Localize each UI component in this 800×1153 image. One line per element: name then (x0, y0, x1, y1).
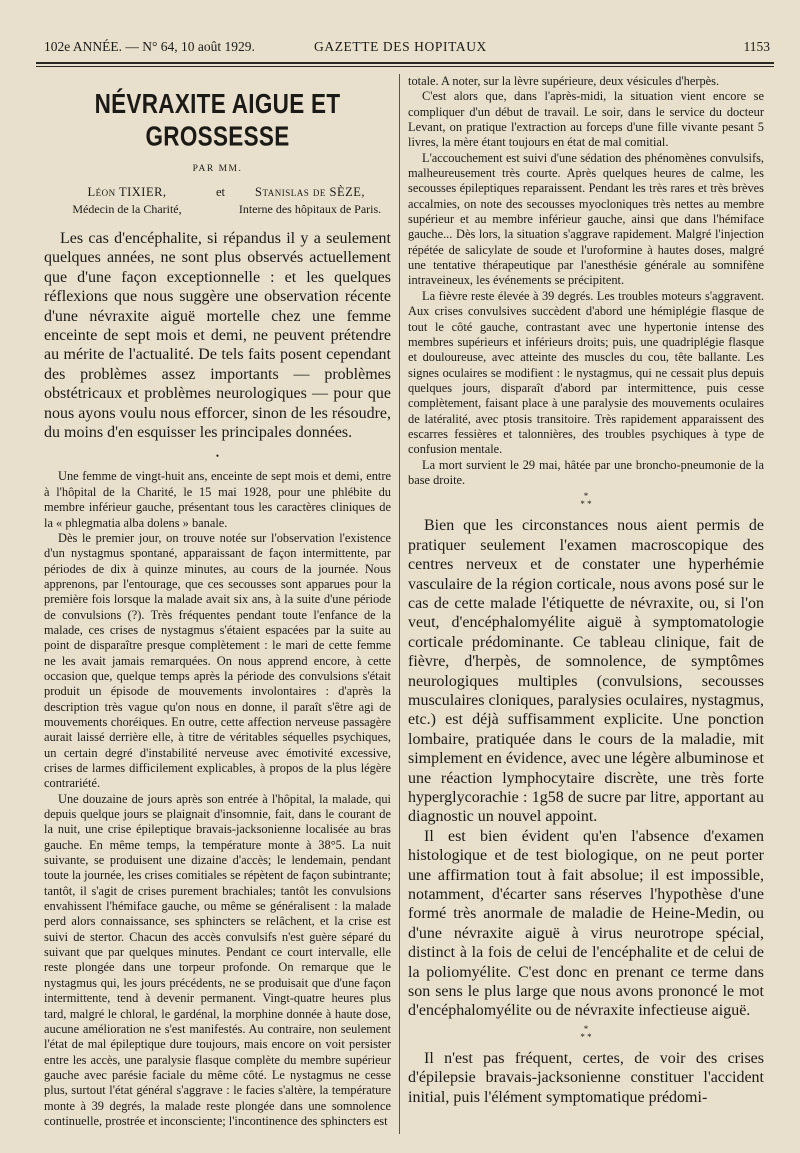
section-separator: * * * (580, 1023, 592, 1042)
discussion-paragraph: Il n'est pas fréquent, certes, de voir des crises d'épilepsie bravais-jacksonienne constituer l'accident initial, puis l'élément symptomatique prédomi- (408, 1049, 764, 1106)
journal-title: GAZETTE DES HOPITAUX (314, 39, 487, 54)
header-rule-thin (36, 66, 774, 67)
author-affiliation: Médecin de la Charité, (72, 202, 182, 216)
case-paragraph: La mort survient le 29 mai, hâtée par une broncho-pneumonie de la base droite. (408, 457, 764, 487)
intro-paragraph: Les cas d'encéphalite, si répandus il y a seulement quelques années, ne sont plus observés actuellement que d'une façon exceptionnelle : et les quelques réflexions que nous suggère une observation récente d'une névraxite aiguë mortelle chez une femme enceinte de sept mois et demi, ne peuvent prétendre au mérite de l'actualité. De tels faits posent cependant des problèmes assez importants — problèmes obstétricaux et problèmes neurologiques — pour que nous ayons voulu nous efforcer, sinon de les résoudre, du moins d'en esquisser les principales données. (44, 230, 391, 442)
ornament: • (215, 451, 220, 462)
discussion-paragraph: Bien que les circonstances nous aient permis de pratiquer seulement l'examen macroscopique des centres nerveux et de constater une hyperhémie vasculaire de la région corticale, nous avons posé sur le cas de cette malade l'étiquette de névraxite, ou, si l'on veut, d'encéphalomyélite aiguë à symptomatologie corticale prédominante. Ce tableau clinique, fait de fièvre, d'herpès, de somnolence, de symptômes neurologiques multiples (convulsions, secousses musculaires cloniques, paralysies oculaires, nystagmus, etc.) est déjà suffisamment explicite. Une ponction lombaire, pratiquée dans le cours de la maladie, mit simplement en évidence, avec une légère albuminose et une réaction lymphocytaire discrète, une très forte hyperglycorachie : 1g58 de sucre par litre, apportant au diagnostic un nouvel appoint. (408, 517, 764, 826)
author-name: Léon TIXIER, (87, 185, 167, 199)
article-title: NÉVRAXITE AIGUE ET GROSSESSE (94, 88, 341, 152)
column-divider (399, 74, 400, 1134)
case-paragraph: C'est alors que, dans l'après-midi, la situation vient encore se compliquer d'un début de travail. Le soir, dans le service du docteur Levant, on pratique l'extraction au forceps d'une fille vivante pesant 5 livres, la mère étant toujours en état de mal comitial. (408, 89, 764, 150)
author-conjunction: et (216, 185, 226, 199)
author-name: Stanislas de SÈZE, (255, 185, 365, 199)
issue-info: 102e ANNÉE. — N° 64, 10 août 1929. (44, 39, 255, 54)
case-paragraph: L'accouchement est suivi d'une sédation des phénomènes convulsifs, malheureusement très courte. Après quelques heures de calme, les secousses épileptiques reparaissent. Pendant les très rares et très brèves accalmies, on note des secousses myocloniques très nettes au membre supérieur et au membre inférieur gauche, ainsi que dans l'hémiface gauche... Dès lors, la situation s'aggrave rapidement. Malgré l'injection répétée de salicylate de soude et l'uroformine à hautes doses, malgré une tentative thérapeutique par l'anesthésie générale au somnifène intraveineux, les événements se précipitent. (408, 150, 764, 288)
author-de-seze (230, 185, 390, 217)
running-header (44, 38, 770, 56)
section-separator: * * * (580, 491, 592, 510)
byline-par: PAR MM. (192, 164, 243, 174)
case-paragraph: Une femme de vingt-huit ans, enceinte de sept mois et demi, entre à l'hôpital de la Charité, le 15 mai 1928, pour une phlébite du membre inférieur gauche, présentant tous les caractères cliniques de la « phlegmatia alba dolens » banale. (44, 469, 391, 530)
author-affiliation: Interne des hôpitaux de Paris. (238, 202, 382, 216)
header-rule (36, 62, 774, 64)
author-tixier (52, 185, 202, 217)
case-paragraph: Une douzaine de jours après son entrée à l'hôpital, la malade, qui depuis quelque jours se plaignait d'insomnie, fait, dans le courant de la nuit, une crise épileptique bravais-jacksonienne localisée au bras gauche. En même temps, la température monte à 38°5. La nuit suivante, se produisent une dizaine d'accès; le lendemain, pendant toute la journée, les crises comitiales se répètent de façon subintrante; tantôt, il s'agit de crises purement brachiales; tantôt les convulsions envahissent l'hémiface gauche, ou même se généralisent : la malade perd alors connaissance, ses sphincters se relâchent, et la crise est suivi de stertor. Chacun des accès convulsifs n'est guère séparé du suivant que par quelques minutes. Pendant ce court intervalle, elle reste plongée dans une torpeur profonde. On remarque que le nystagmus qui, les jours précédents, ne se produisait que d'une façon intermittente, tend à devenir permanent. Vingt-quatre heures plus tard, malgré le chloral, le gardénal, la morphine donnée à haute dose, aucune amélioration ne s'est manifestés. Au contraire, non seulement l'état de mal épileptique dure toujours, mais encore on voit persister entre les accès, une paralysie flasque complète du membre supérieur gauche avec parésie faciale du même côté. Le nystagmus ne cesse plus, surtout l'état général s'aggrave : le facies s'altère, la température monte à 39 degrés, la malade reste plongée dans une somnolence continuelle, prostrée et inconsciente; l'incontinence des sphincters est (44, 791, 391, 1128)
discussion-paragraph: Il est bien évident qu'en l'absence d'examen histologique et de test biologique, on ne peut porter une affirmation tout à fait absolue; il est impossible, notamment, d'écarter sans réserves l'hypothèse d'une formé très anormale de maladie de Heine-Medin, ou d'une névraxite aiguë à virus neurotrope spécial, distinct à la fois de celui de l'encéphalite et de celui de la poliomyélite. C'est donc en prenant ce terme dans son sens le plus large que nous avons prononcé le mot d'encéphalomyélite ou de névraxite infectieuse aiguë. (408, 827, 764, 1020)
page-number: 1153 (743, 39, 770, 54)
case-paragraph: La fièvre reste élevée à 39 degrés. Les troubles moteurs s'aggravent. Aux crises convulsives succèdent d'abord une hémiplégie flasque de tout le côté gauche, contrastant avec une hypertonie intense des membres supérieurs et inférieurs droits; puis, une quadriplégie flasque et douloureuse, avec atteinte des muscles du cou, tête ballante. Les signes oculaires se modifient : le nystagmus, qui ne cessait plus depuis quelques jours, disparaît d'abord par intermittence, puis cesse complètement, faisant place à une paralysie des mouvements oculaires de latéralité, avec ptosis transitoire. Très rapidement apparaissent des escarres fessières et talonnières, des troubles psychiques à type de confusion mentale. (408, 288, 764, 457)
authors (44, 185, 391, 221)
case-paragraph: Dès le premier jour, on trouve notée sur l'observation l'existence d'un nystagmus spontané, apparaissant de façon intermittente, par périodes de dix à quinze minutes, au cours de la journée. Nous apprenons, par l'entourage, que ces secousses sont apparues pour la première fois lorsque la malade avait six ans, à la suite d'une période de convulsions (?). Très fréquentes pendant toute l'enfance de la malade, ces crises de nystagmus s'étaient espacées par la suite au point de disparaître presque complètement : le mari de cette femme ne les avait jamais remarquées. On nous apprend encore, à cette occasion que, quelque temps après la période des convulsions s'était produit un épisode de mouvements involontaires : d'après la description très vague qu'on nous en donne, il paraît s'être agi de mouvements choréiques. En outre, cette affection nerveuse passagère aurait laissé derrière elle, à titre de véritables séquelles psychiques, un certain degré d'instabilité nerveuse avec émotivité excessive, crises de larmes difficilement explicables, à propos de la plus légère contrariété. (44, 530, 391, 791)
left-column (44, 74, 391, 1129)
case-paragraph: totale. A noter, sur la lèvre supérieure, deux vésicules d'herpès. (408, 74, 720, 88)
right-column (408, 74, 764, 1107)
